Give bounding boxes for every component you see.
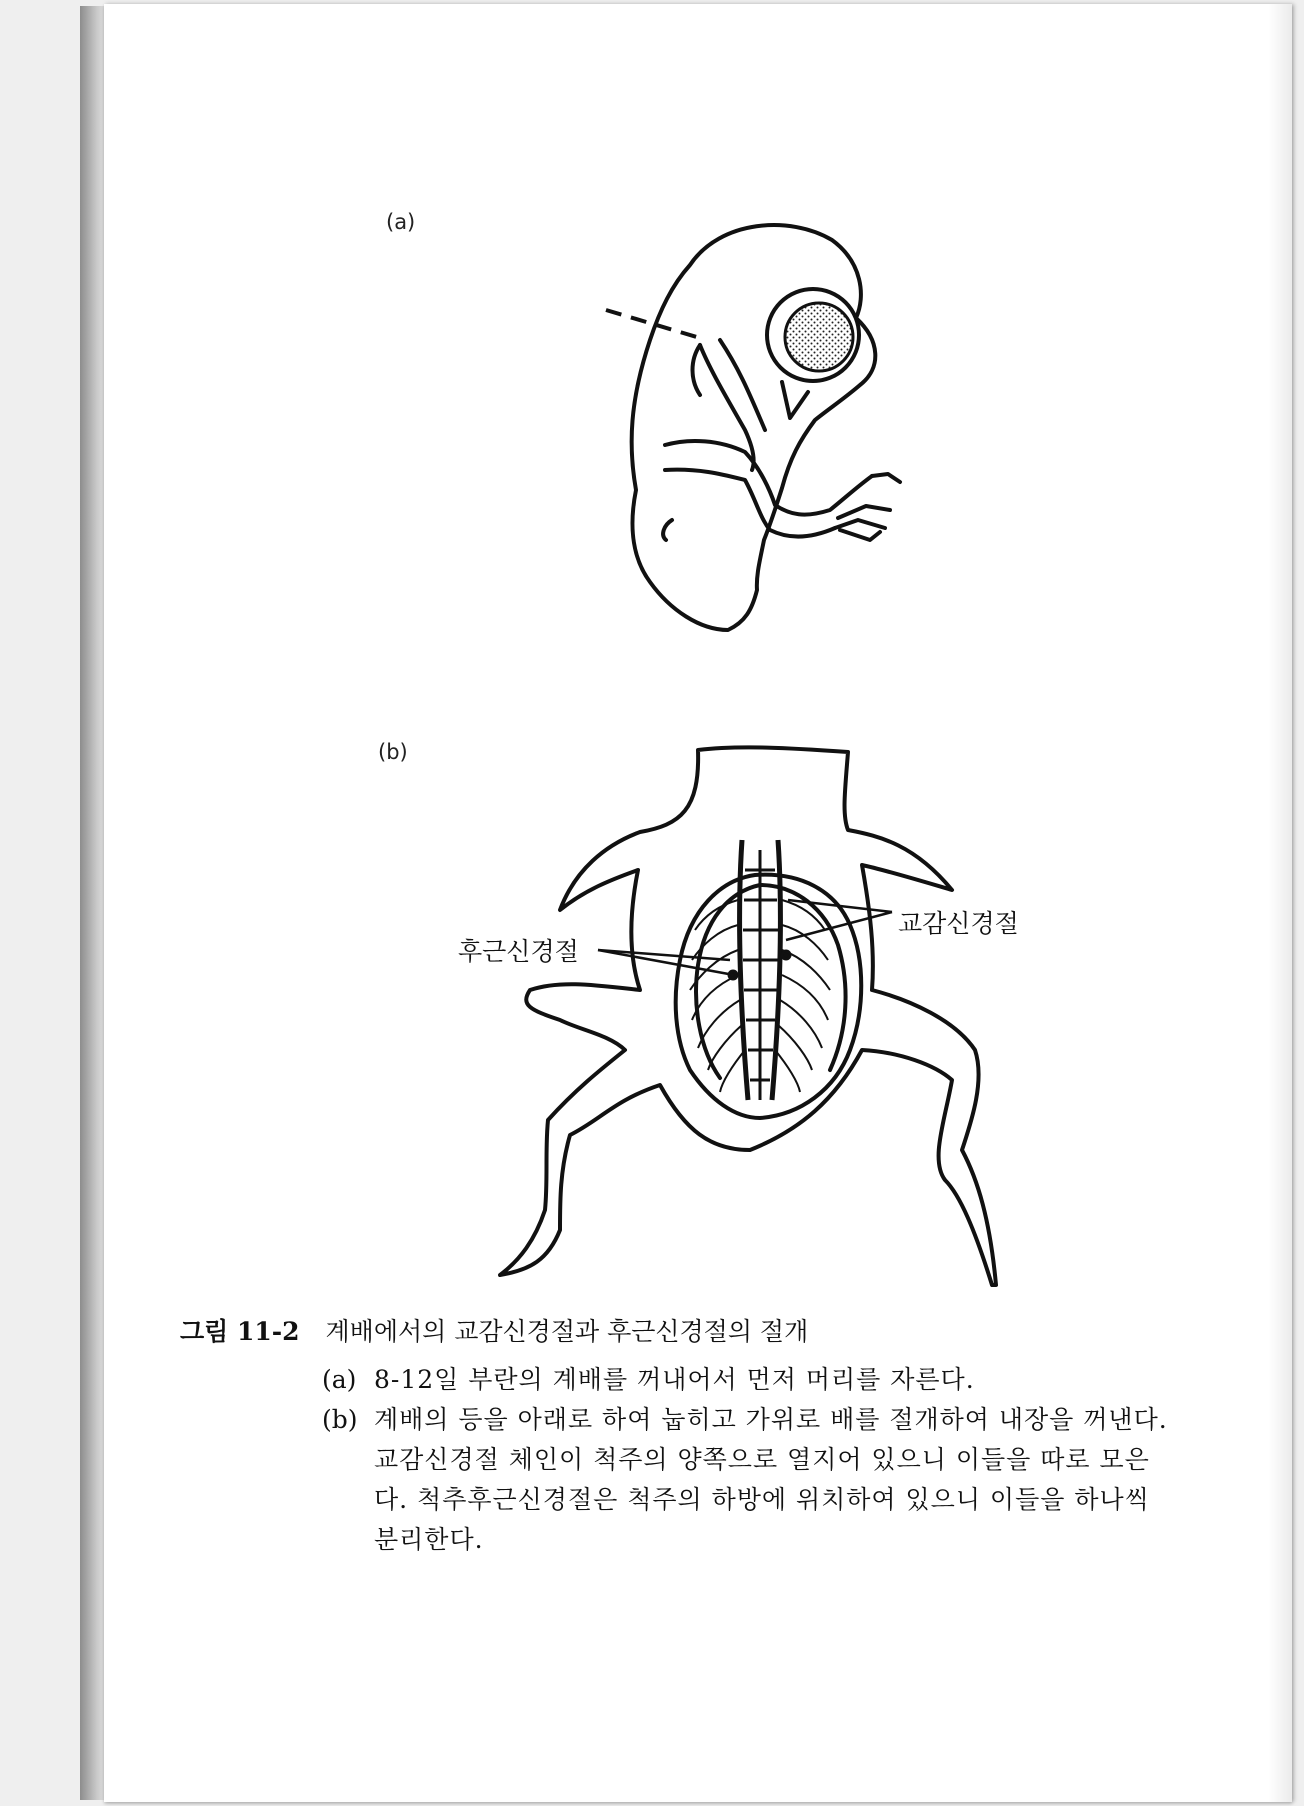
panel-a-label: (a) — [386, 210, 416, 234]
caption-item-a — [322, 1360, 1180, 1400]
item-marker: (a) — [322, 1365, 357, 1394]
item-text: 계배의 등을 아래로 하여 눕히고 가위로 배를 절개하여 내장을 꺼낸다. 교감신경절 체인이 척주의 양쪽으로 열지어 있으니 이들을 따로 모은다. 척추후근신경절은 척주의 하방에 위치하여 있으니 이들을 하나씩 분리한다. — [374, 1405, 1168, 1554]
item-marker: (b) — [322, 1405, 358, 1434]
chick-embryo-drawing — [632, 225, 900, 630]
caption-title: 계배에서의 교감신경절과 후근신경절의 절개 — [325, 1317, 809, 1346]
label-leaders — [598, 900, 892, 975]
caption-heading — [180, 1312, 1180, 1352]
label-dorsal-root-ganglion: 후근신경절 — [458, 937, 579, 966]
dissected-embryo-drawing — [500, 747, 996, 1285]
item-text: 8-12일 부란의 계배를 꺼내어서 먼저 머리를 자른다. — [374, 1365, 975, 1394]
spinal-column — [729, 840, 790, 1100]
panel-b-label: (b) — [378, 740, 408, 764]
figure-caption — [180, 1312, 1180, 1560]
caption-items — [322, 1360, 1180, 1560]
caption-item-b — [322, 1400, 1180, 1560]
figure-number: 그림 11-2 — [180, 1317, 300, 1346]
label-sympathetic-ganglion: 교감신경절 — [898, 909, 1019, 938]
